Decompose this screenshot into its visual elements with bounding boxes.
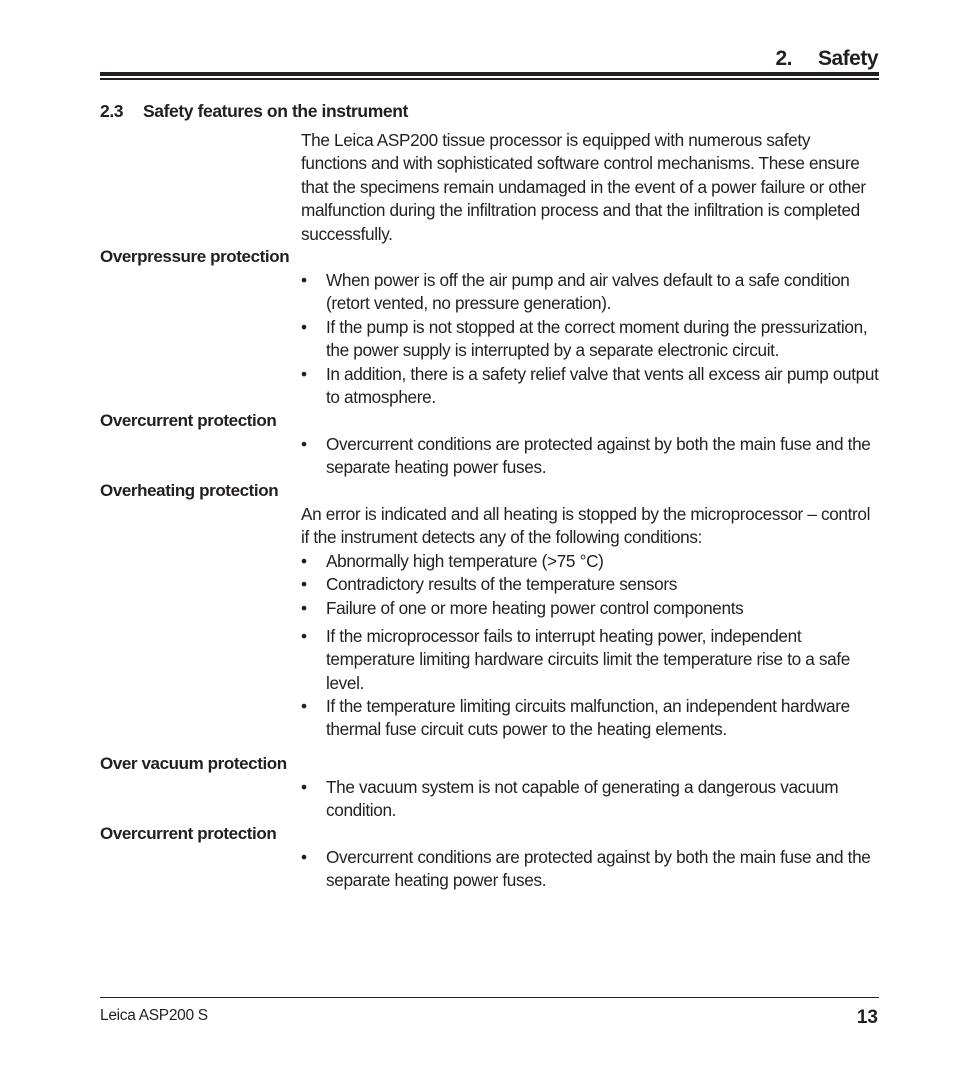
section-number: 2.3 [100,101,124,121]
overvacuum-bullet-1: The vacuum system is not capable of generating a dangerous vacuum condition. [326,777,839,821]
overvacuum-heading: Over vacuum protection [100,754,287,773]
overpressure-heading: Overpressure protection [100,247,290,266]
section-heading [100,101,408,122]
header-rule-thin [100,78,879,80]
chapter-number: 2. [775,47,792,70]
list-item: • If the temperature limiting circuits malfunction, an independent hardware thermal fuse circuit cuts power to the heating elements. [301,695,879,742]
overpressure-bullet-2: If the pump is not stopped at the correct moment during the pressurization, the power supply is interrupted by a separate electronic circuit. [326,317,868,361]
overheating-intro: An error is indicated and all heating is stopped by the microprocessor – control if the instrument detects any of the following conditions: [301,504,871,548]
intro-paragraph: The Leica ASP200 tissue processor is equipped with numerous safety functions and with sophisticated software control mechanisms. These ensure that the specimens remain undamaged in the event of a power failure or other malfunction during the infiltration process and that the infiltration is completed successfully. [301,130,866,244]
section-title: Safety features on the instrument [143,101,408,121]
list-item: • The vacuum system is not capable of generating a dangerous vacuum condition. [301,776,879,823]
list-item: • Failure of one or more heating power control components [301,597,879,620]
header-rule-thick [100,72,879,76]
overcurrent-heading: Overcurrent protection [100,411,277,430]
overcurrent-bullet-1: Overcurrent conditions are protected against by both the main fuse and the separate heating power fuses. [326,434,871,478]
footer-product: Leica ASP200 S [100,1007,208,1024]
overcurrent-heading-2: Overcurrent protection [100,824,277,843]
footer-rule [100,997,879,998]
chapter-title: Safety [817,47,878,70]
overheating-bullet-3: Failure of one or more heating power control components [326,598,744,618]
chapter-heading [775,47,878,71]
overheating-heading: Overheating protection [100,481,279,500]
list-item: • Overcurrent conditions are protected against by both the main fuse and the separate heating power fuses. [301,433,879,480]
list-item: • Contradictory results of the temperature sensors [301,573,879,596]
overpressure-bullet-1: When power is off the air pump and air valves default to a safe condition (retort vented, no pressure generation). [326,270,850,314]
overpressure-bullet-3: In addition, there is a safety relief valve that vents all excess air pump output to atmosphere. [326,364,879,408]
overcurrent-2-bullet-1: Overcurrent conditions are protected against by both the main fuse and the separate heating power fuses. [326,847,871,891]
page-number: 13 [856,1007,878,1028]
list-item: • When power is off the air pump and air valves default to a safe condition (retort vented, no pressure generation). [301,269,879,316]
overheating-bullet-4: If the microprocessor fails to interrupt heating power, independent temperature limiting hardware circuits limit the temperature rise to a safe level. [326,626,850,693]
list-item: • If the microprocessor fails to interrupt heating power, independent temperature limiting hardware circuits limit the temperature rise to a safe level. [301,625,879,695]
list-item: • Overcurrent conditions are protected against by both the main fuse and the separate heating power fuses. [301,846,879,893]
overheating-bullet-2: Contradictory results of the temperature sensors [326,574,677,594]
list-item: • If the pump is not stopped at the correct moment during the pressurization, the power supply is interrupted by a separate electronic circuit. [301,316,879,363]
overheating-bullet-5: If the temperature limiting circuits malfunction, an independent hardware thermal fuse circuit cuts power to the heating elements. [326,696,850,740]
list-item: • Abnormally high temperature (>75 °C) [301,550,879,573]
list-item: • In addition, there is a safety relief valve that vents all excess air pump output to atmosphere. [301,363,879,410]
overheating-bullet-1: Abnormally high temperature (>75 °C) [326,551,604,571]
